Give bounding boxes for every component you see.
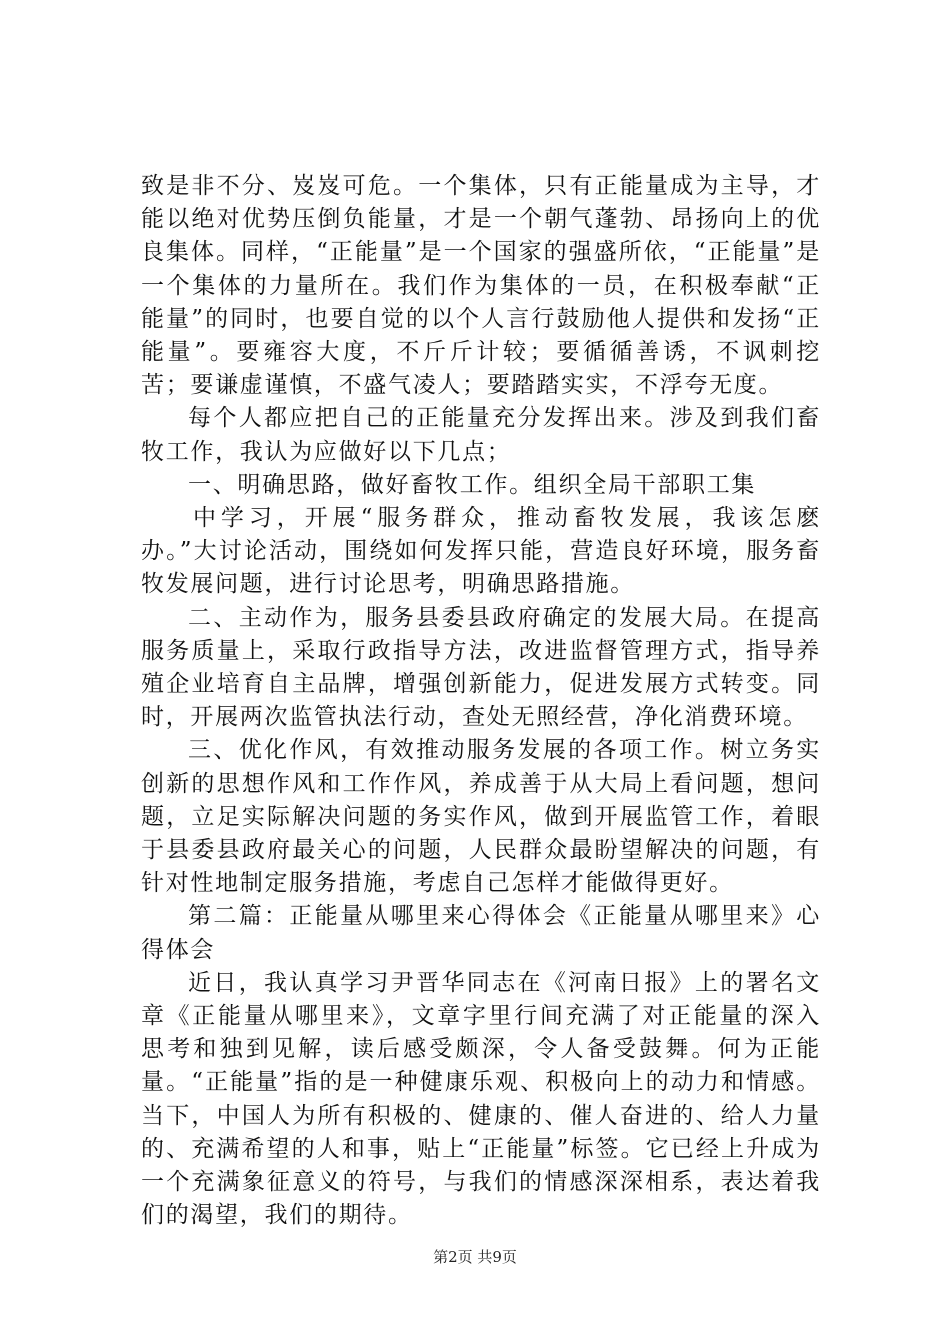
paragraph-continuation: 致是非不分、岌岌可危。一个集体，只有正能量成为主导，才能以绝对优势压倒负能量，才是一个朝气蓬勃、昂扬向上的优良集体。同样，“正能量”是一个国家的强盛所依，“正能量”是一个集体的力量所在。我们作为集体的一员，在积极奉献“正能量”的同时，也要自觉的以个人言行鼓励他人提供和发扬“正能量”。要雍容大度，不斤斤计较；要循循善诱，不讽刺挖苦；要谦虚谨慎，不盛气凌人；要踏踏实实，不浮夸无度。	[141, 173, 821, 399]
page-number: 第2页 共9页	[433, 1248, 517, 1266]
paragraph-point-one-detail: 中学习，开展“服务群众，推动畜牧发展，我该怎麽办。”大讨论活动，围绕如何发挥只能，营造良好环境，服务畜牧发展问题，进行讨论思考，明确思路措施。	[141, 505, 821, 598]
paragraph-intro: 每个人都应把自己的正能量充分发挥出来。涉及到我们畜牧工作，我认为应做好以下几点；	[141, 405, 821, 465]
section-heading: 第二篇：正能量从哪里来心得体会《正能量从哪里来》心得体会	[141, 903, 821, 963]
paragraph-point-one: 一、明确思路，做好畜牧工作。组织全局干部职工集	[188, 471, 757, 498]
document-body	[141, 170, 821, 1233]
paragraph-point-three: 三、优化作风，有效推动服务发展的各项工作。树立务实创新的思想作风和工作作风，养成善于从大局上看问题，想问题，立足实际解决问题的务实作风，做到开展监管工作，着眼于县委县政府最关心的问题，人民群众最盼望解决的问题，有针对性地制定服务措施，考虑自己怎样才能做得更好。	[141, 737, 821, 897]
paragraph-section-two: 近日，我认真学习尹晋华同志在《河南日报》上的署名文章《正能量从哪里来》，文章字里行间充满了对正能量的深入思考和独到见解，读后感受颇深，令人备受鼓舞。何为正能量。“正能量”指的是一种健康乐观、积极向上的动力和情感。当下，中国人为所有积极的、健康的、催人奋进的、给人力量的、充满希望的人和事，贴上“正能量”标签。它已经上升成为一个充满象征意义的符号，与我们的情感深深相系，表达着我们的渴望，我们的期待。	[141, 969, 821, 1229]
paragraph-point-two: 二、主动作为，服务县委县政府确定的发展大局。在提高服务质量上，采取行政指导方法，改进监督管理方式，指导养殖企业培育自主品牌，增强创新能力，促进发展方式转变。同时，开展两次监管执法行动，查处无照经营，净化消费环境。	[141, 604, 821, 731]
